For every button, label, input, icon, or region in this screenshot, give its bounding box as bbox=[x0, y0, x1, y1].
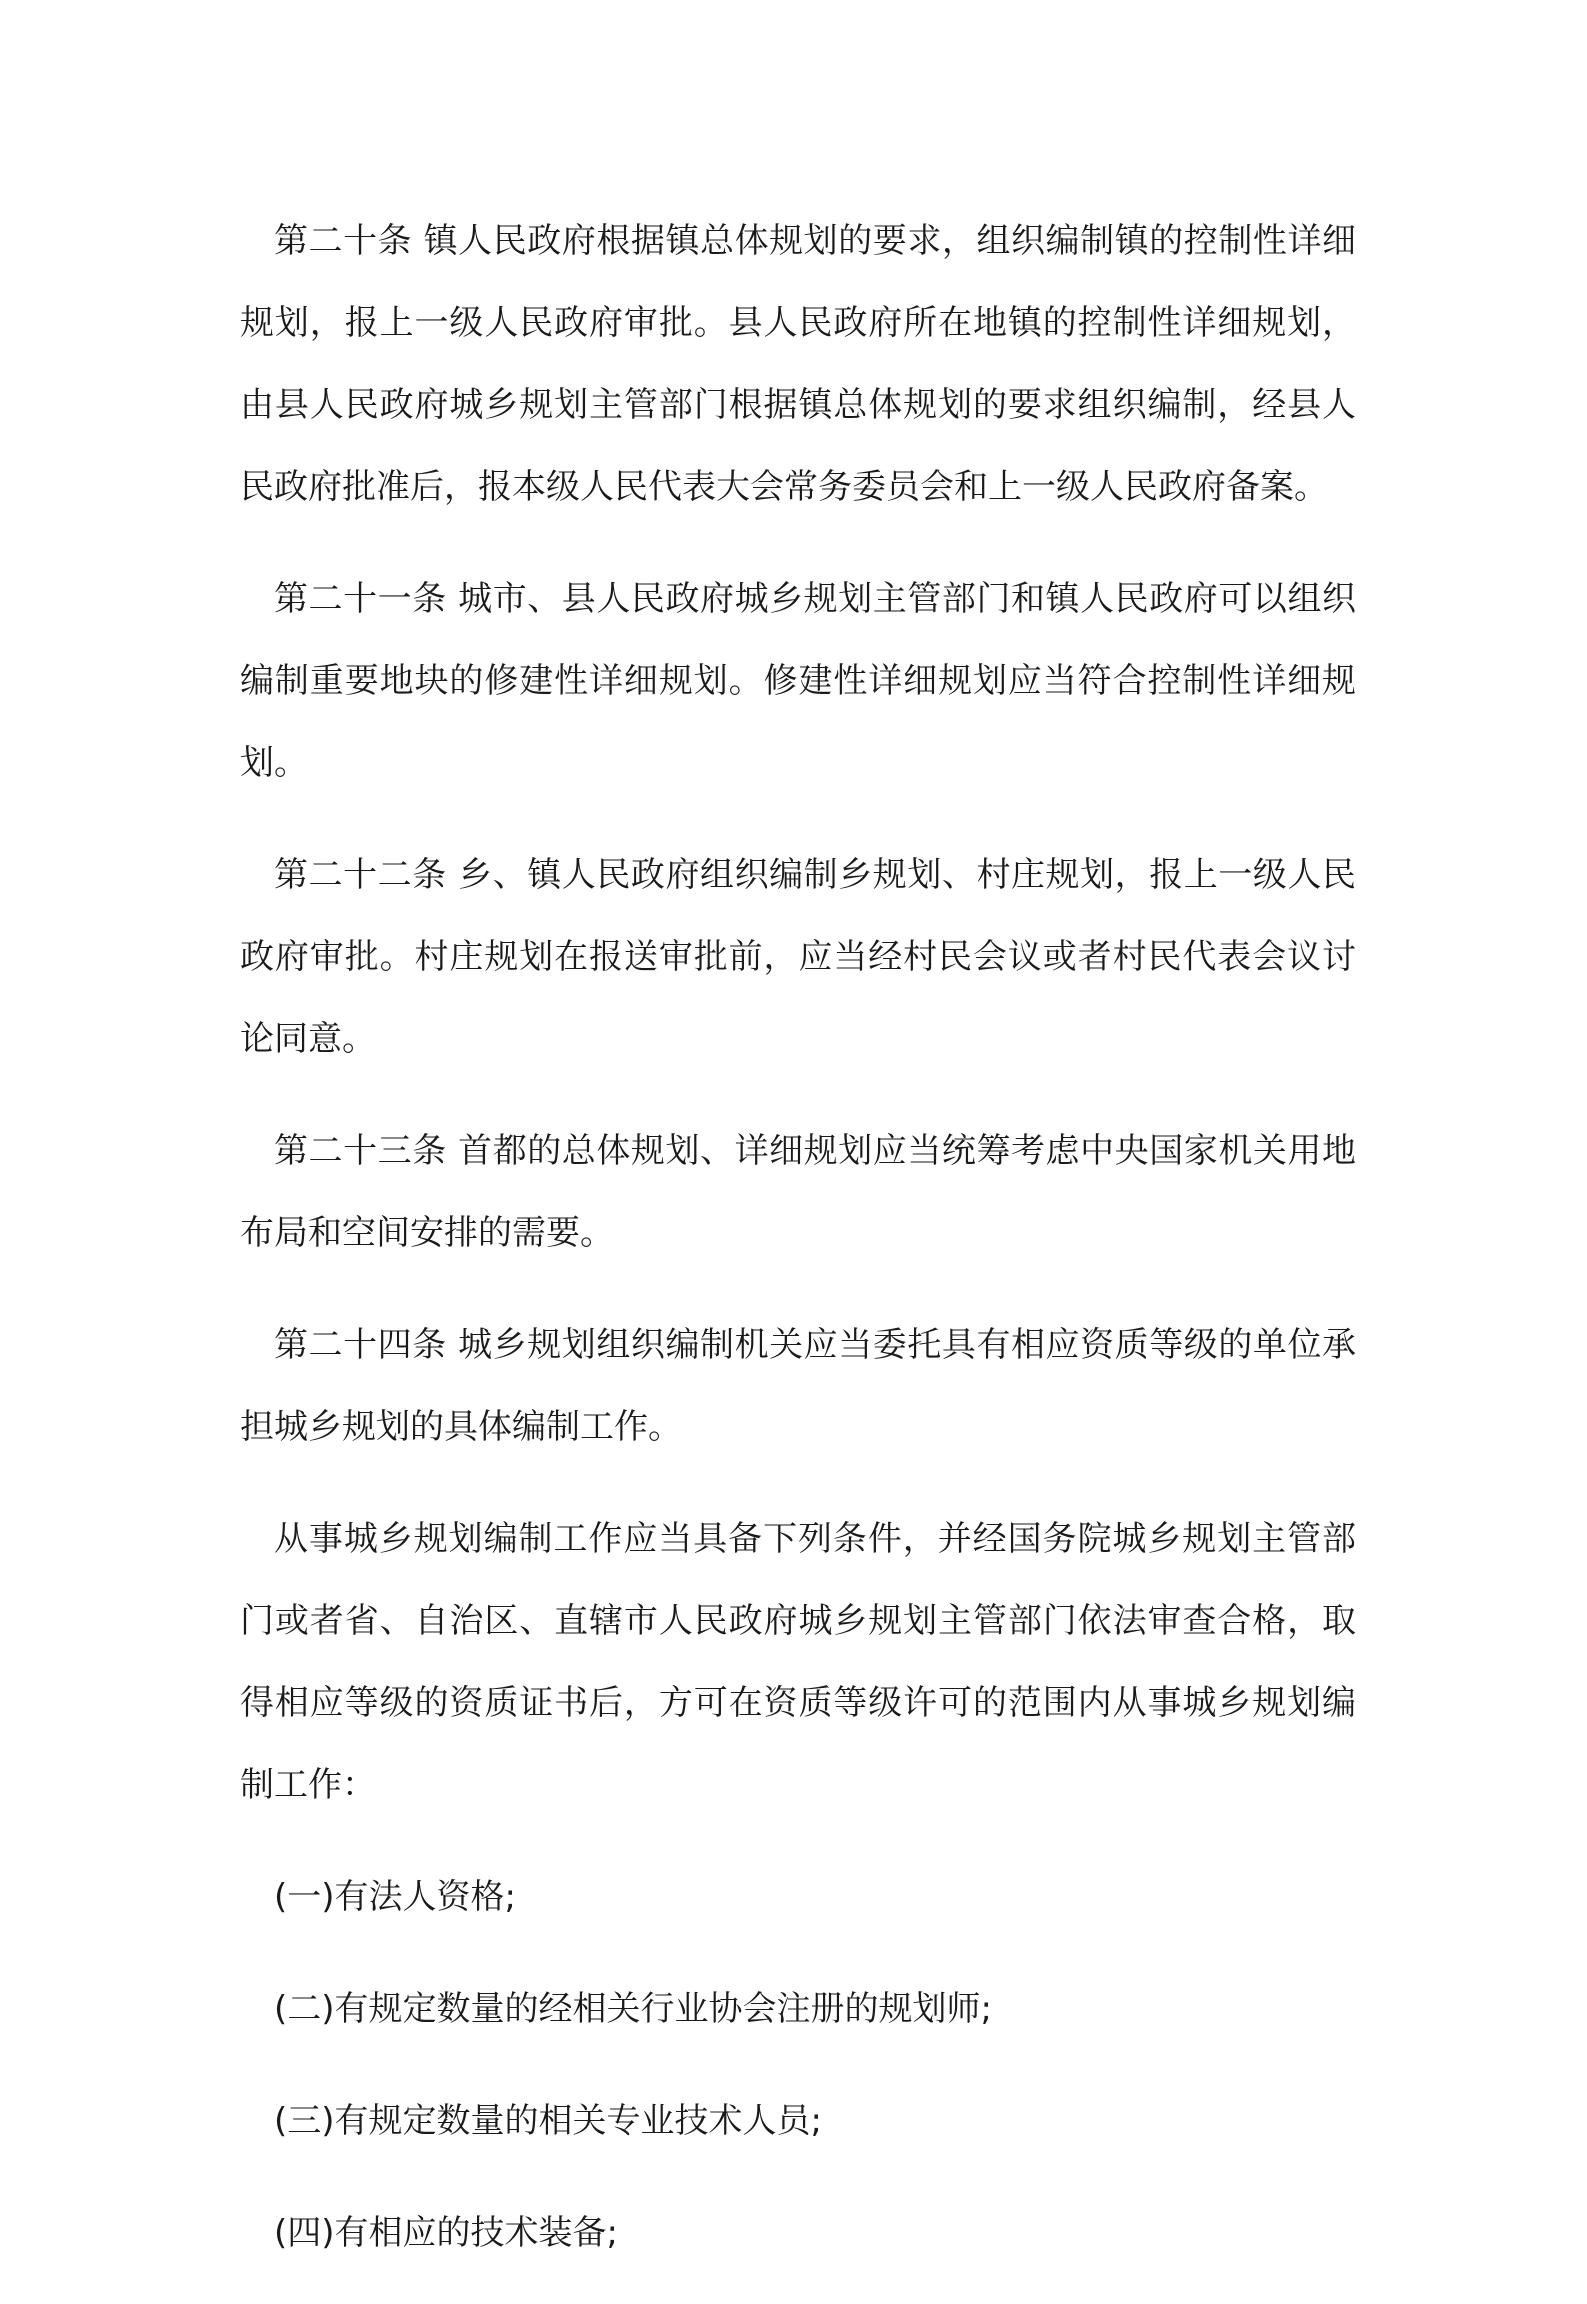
condition-item-3: (三)有规定数量的相关专业技术人员; bbox=[274, 2101, 822, 2141]
article-23-paragraph: 第二十三条 首都的总体规划、详细规划应当统筹考虑中央国家机关用地布局和空间安排的需要。 bbox=[240, 1131, 1356, 1253]
qualification-conditions-paragraph: 从事城乡规划编制工作应当具备下列条件，并经国务院城乡规划主管部门或者省、自治区、直辖市人民政府城乡规划主管部门依法审查合格，取得相应等级的资质证书后，方可在资质等级许可的范围内从事城乡规划编制工作： bbox=[240, 1519, 1356, 1805]
condition-item-2: (二)有规定数量的经相关行业协会注册的规划师; bbox=[274, 1989, 992, 2029]
article-21-paragraph: 第二十一条 城市、县人民政府城乡规划主管部门和镇人民政府可以组织编制重要地块的修建性详细规划。修建性详细规划应当符合控制性详细规划。 bbox=[240, 579, 1356, 783]
article-22-paragraph: 第二十二条 乡、镇人民政府组织编制乡规划、村庄规划，报上一级人民政府审批。村庄规划在报送审批前，应当经村民会议或者村民代表会议讨论同意。 bbox=[240, 855, 1356, 1059]
document-body bbox=[240, 200, 1356, 2304]
condition-item-1: (一)有法人资格; bbox=[274, 1877, 516, 1917]
condition-item-4: (四)有相应的技术装备; bbox=[274, 2213, 618, 2253]
article-24-paragraph: 第二十四条 城乡规划组织编制机关应当委托具有相应资质等级的单位承担城乡规划的具体编制工作。 bbox=[240, 1325, 1356, 1447]
article-20-paragraph: 第二十条 镇人民政府根据镇总体规划的要求，组织编制镇的控制性详细规划，报上一级人民政府审批。县人民政府所在地镇的控制性详细规划，由县人民政府城乡规划主管部门根据镇总体规划的要求组织编制，经县人民政府批准后，报本级人民代表大会常务委员会和上一级人民政府备案。 bbox=[240, 221, 1356, 507]
